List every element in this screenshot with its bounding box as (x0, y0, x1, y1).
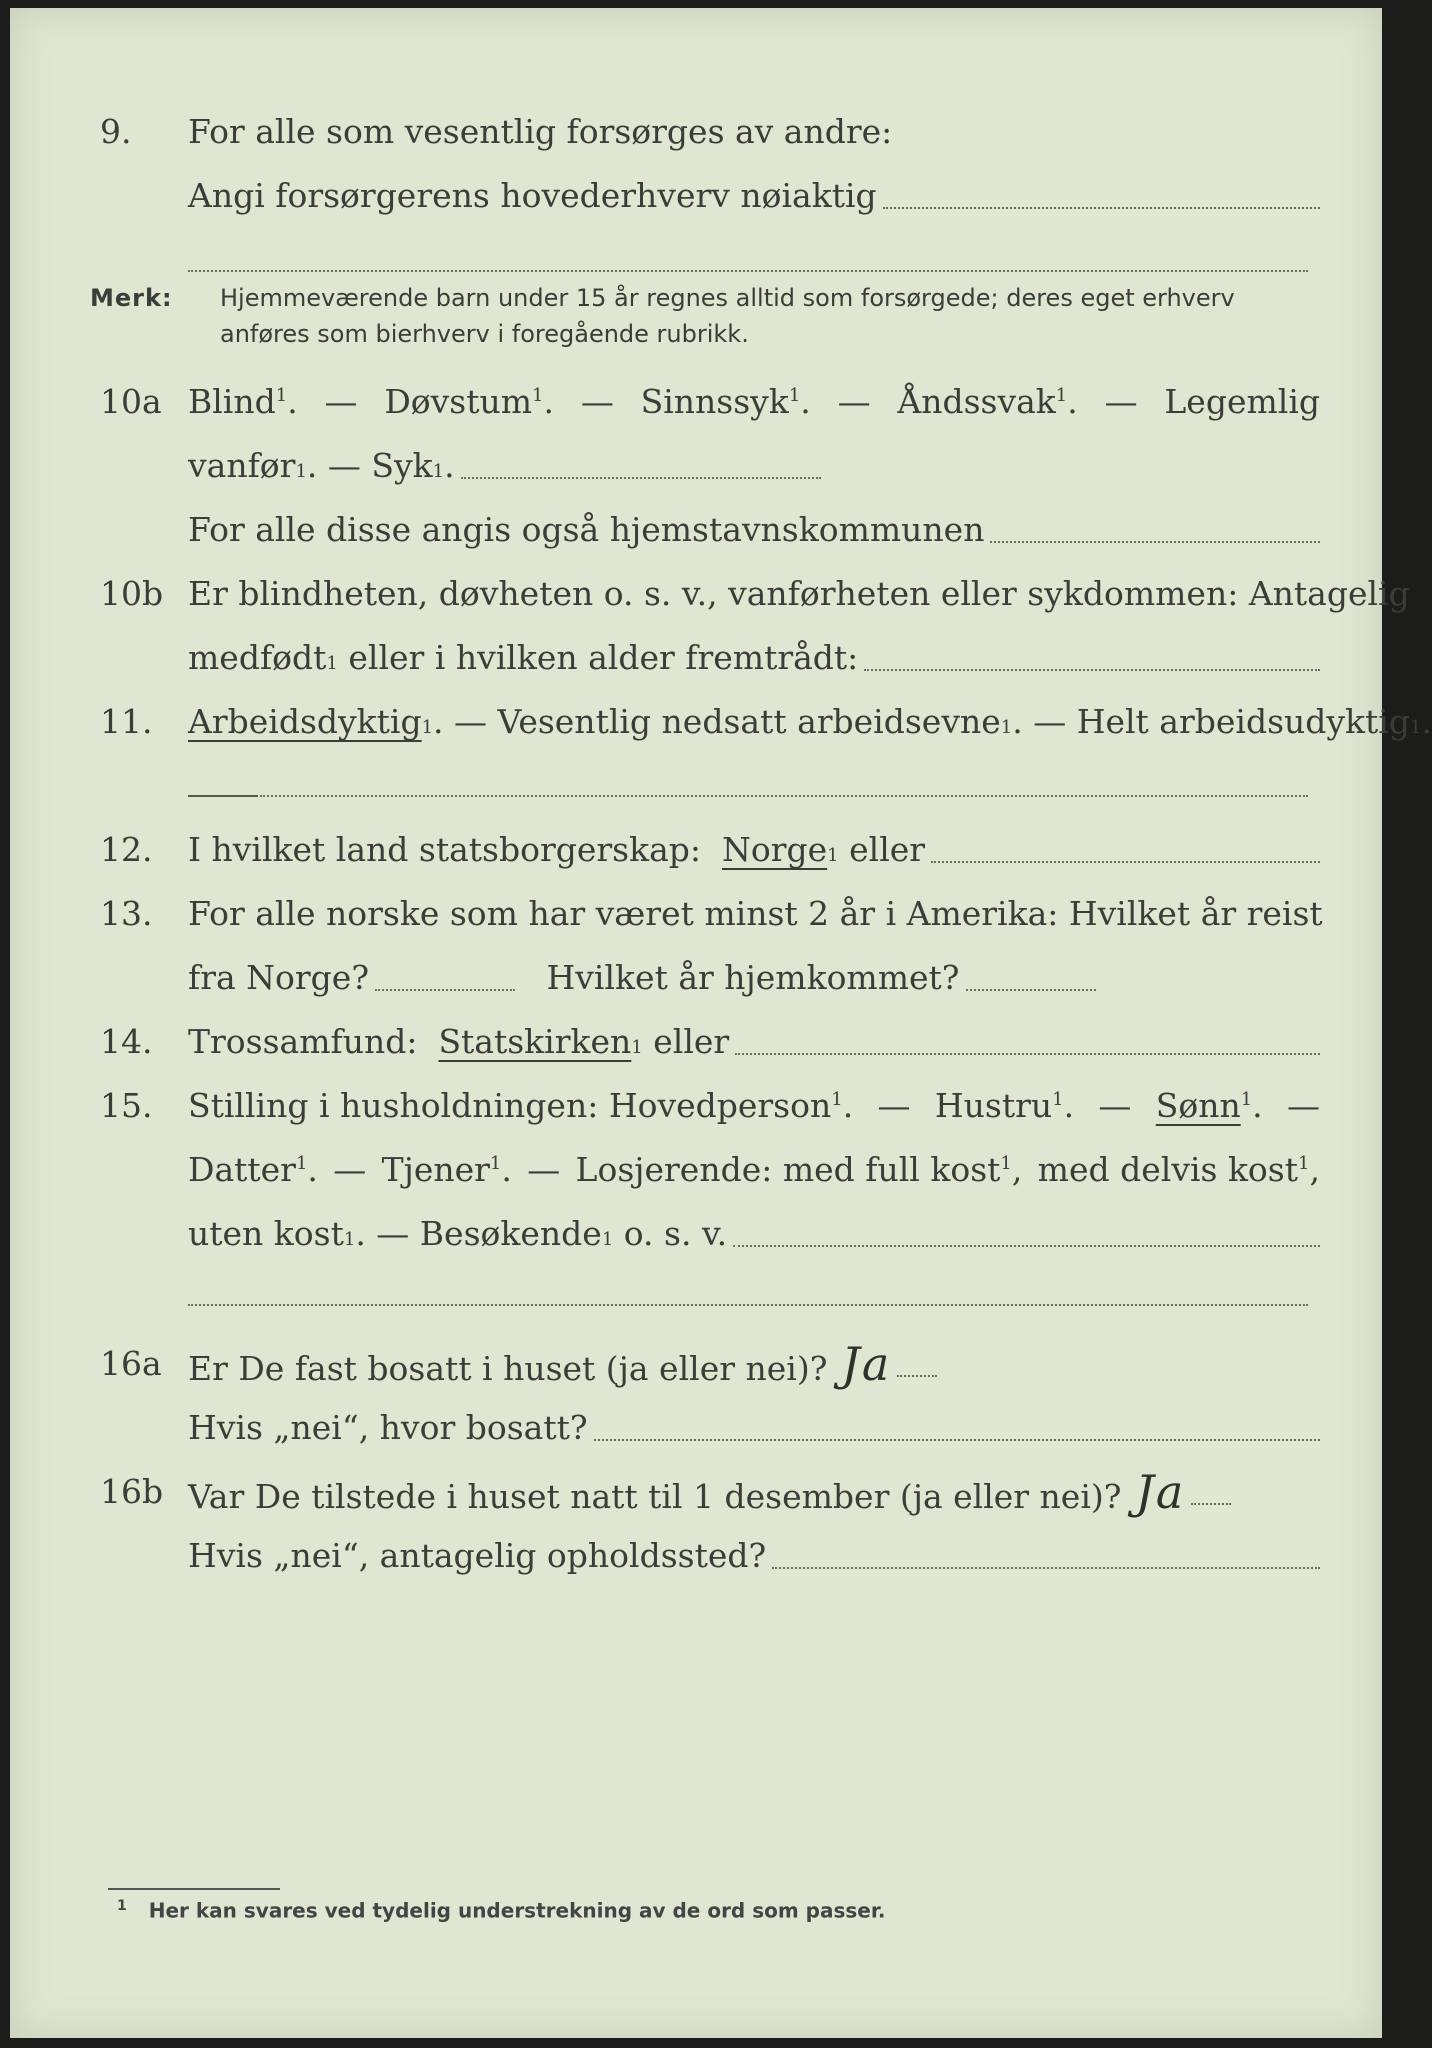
question-text: Er blindheten, døvheten o. s. v., vanførheten eller sykdommen: Antagelig (188, 574, 1410, 613)
answer-rule[interactable] (188, 270, 1308, 272)
footnote-mark: 1 (117, 1898, 127, 1914)
question-number: 10a (100, 382, 162, 421)
question-text: Var De tilstede i huset natt til 1 desember (ja eller nei)? (188, 1477, 1122, 1516)
option[interactable]: uten kost (188, 1214, 344, 1253)
option[interactable]: Åndssvak (897, 382, 1056, 421)
answer-field[interactable] (594, 1439, 1320, 1441)
question-number: 11. (100, 702, 153, 741)
option[interactable]: Tjener (381, 1150, 490, 1189)
option[interactable]: Døvstum (384, 382, 533, 421)
option[interactable]: Syk (371, 446, 433, 485)
question-number: 16b (100, 1472, 164, 1511)
question-text: fra Norge? (188, 958, 370, 997)
question-number: 9. (100, 112, 132, 151)
question-text: For alle norske som har været minst 2 år i Amerika: Hvilket år reist (188, 894, 1323, 933)
answer-field[interactable] (1191, 1503, 1231, 1505)
option[interactable]: med delvis kost (1037, 1150, 1298, 1189)
option-selected[interactable]: Statskirken (438, 1022, 632, 1061)
question-number: 15. (100, 1086, 153, 1125)
answer-field[interactable] (461, 477, 821, 479)
answer-field[interactable] (966, 989, 1096, 991)
tick-mark (188, 795, 258, 797)
option[interactable]: Losjerende: med full kost (575, 1150, 1001, 1189)
question-text: eller i hvilken alder fremtrådt: (348, 638, 859, 677)
option[interactable]: Helt arbeidsudyktig (1076, 702, 1410, 741)
answer-field[interactable] (931, 861, 1320, 863)
answer-field[interactable] (897, 1375, 937, 1377)
answer-field[interactable] (375, 989, 515, 991)
answer-field[interactable] (990, 541, 1320, 543)
answer-field[interactable] (864, 669, 1320, 671)
note-label: Merk: (90, 284, 173, 312)
answer-rule[interactable] (188, 1304, 1308, 1306)
option[interactable]: Blind (188, 382, 276, 421)
option[interactable]: Sinnssyk (640, 382, 789, 421)
question-number: 13. (100, 894, 153, 933)
census-form-page: 9. For alle som vesentlig forsørges av andre: Angi forsørgerens hovederhverv nøiaktig Merk: Hjemmeværende barn under 15 år regnes alltid som forsørgede; deres eget erhverv anføres som bierhverv i foregående rubrikk. 10a Blind$^1$. — Døvstum$^1$. — Sinnssyk$^1$. — Åndssvak$^1$. — Legemlig vanfør 1 . — Syk 1 . For alle disse angis også hjemstavnskommunen 10b Er blindheten, døvheten o. s. v., vanførheten eller sykdommen: Antagelig medfødt 1 eller i hvilken alder fremtrådt: 11. Arbeidsdyktig 1 . — Vesentlig nedsatt arbeidsevne 1 . — Helt arbeidsudyktig 1 . 12. I hvilket land statsborgerskap: Norge 1 eller 13. For alle norske som har været minst 2 år i Amerika: Hvilket år reist fra Norge? Hvilket år hjemkommet? 14. Trossamfund: Statskirken 1 eller 15. Stilling i husholdningen: Hovedperson$^1$. — Hustru$^1$. — Sønn$^1$. — Datter$^1$. — Tjener$^1$. — Losjerende: med full kost$^1$, med delvis kost$^1$, uten kost 1 . — Besøkende 1 o. s. v. 16a Er De fast bosatt i huset (ja eller nei)? Ja Hvis „nei“, hvor bosatt? 16b Var De tilstede i huset natt til 1 desember (ja eller nei)? Ja Hvis „nei“, antagelig opholdssted? $^1$ Her kan svares ved tydelig understrekning av de ord som passer. (10, 8, 1382, 2038)
handwritten-answer[interactable]: Ja (1135, 1465, 1186, 1519)
option[interactable]: vanfør (188, 446, 296, 485)
answer-field[interactable] (733, 1245, 1320, 1247)
answer-field[interactable] (735, 1053, 1320, 1055)
answer-field[interactable] (883, 207, 1320, 209)
question-number: 14. (100, 1022, 153, 1061)
option-selected[interactable]: Norge (722, 830, 828, 869)
option-selected[interactable]: Sønn (1155, 1086, 1241, 1125)
option[interactable]: Datter (188, 1150, 296, 1189)
option[interactable]: medfødt (188, 638, 327, 677)
question-number: 16a (100, 1344, 162, 1383)
question-text: Hvis „nei“, antagelig opholdssted? (188, 1536, 767, 1575)
answer-field[interactable] (772, 1567, 1320, 1569)
option[interactable]: Stilling i husholdningen: Hovedperson (188, 1086, 832, 1125)
footnote-rule (108, 1888, 280, 1890)
option-selected[interactable]: Arbeidsdyktig (188, 702, 422, 741)
question-text: For alle disse angis også hjemstavnskommunen (188, 510, 985, 549)
question-text: Hvis „nei“, hvor bosatt? (188, 1408, 588, 1447)
question-text: Er De fast bosatt i huset (ja eller nei)? (188, 1349, 828, 1388)
note-text: Hjemmeværende barn under 15 år regnes alltid som forsørgede; deres eget erhverv anføres som bierhverv i foregående rubrikk. (220, 284, 1235, 348)
answer-rule[interactable] (260, 795, 1308, 797)
question-text: Trossamfund: (188, 1022, 418, 1061)
question-text: Angi forsørgerens hovederhverv nøiaktig (188, 176, 877, 215)
question-number: 12. (100, 830, 153, 869)
question-number: 10b (100, 574, 164, 613)
question-text: Hvilket år hjemkommet? (546, 958, 960, 997)
question-text: I hvilket land statsborgerskap: (188, 830, 702, 869)
option[interactable]: Besøkende (419, 1214, 602, 1253)
footnote (117, 1898, 886, 1923)
option[interactable]: Legemlig (1164, 382, 1320, 421)
handwritten-answer[interactable]: Ja (841, 1337, 892, 1391)
footnote-text: Her kan svares ved tydelig understrekning av de ord som passer. (148, 1898, 886, 1923)
option[interactable]: Hustru (934, 1086, 1053, 1125)
question-text: For alle som vesentlig forsørges av andre: (188, 112, 893, 151)
option[interactable]: Vesentlig nedsatt arbeidsevne (497, 702, 1001, 741)
